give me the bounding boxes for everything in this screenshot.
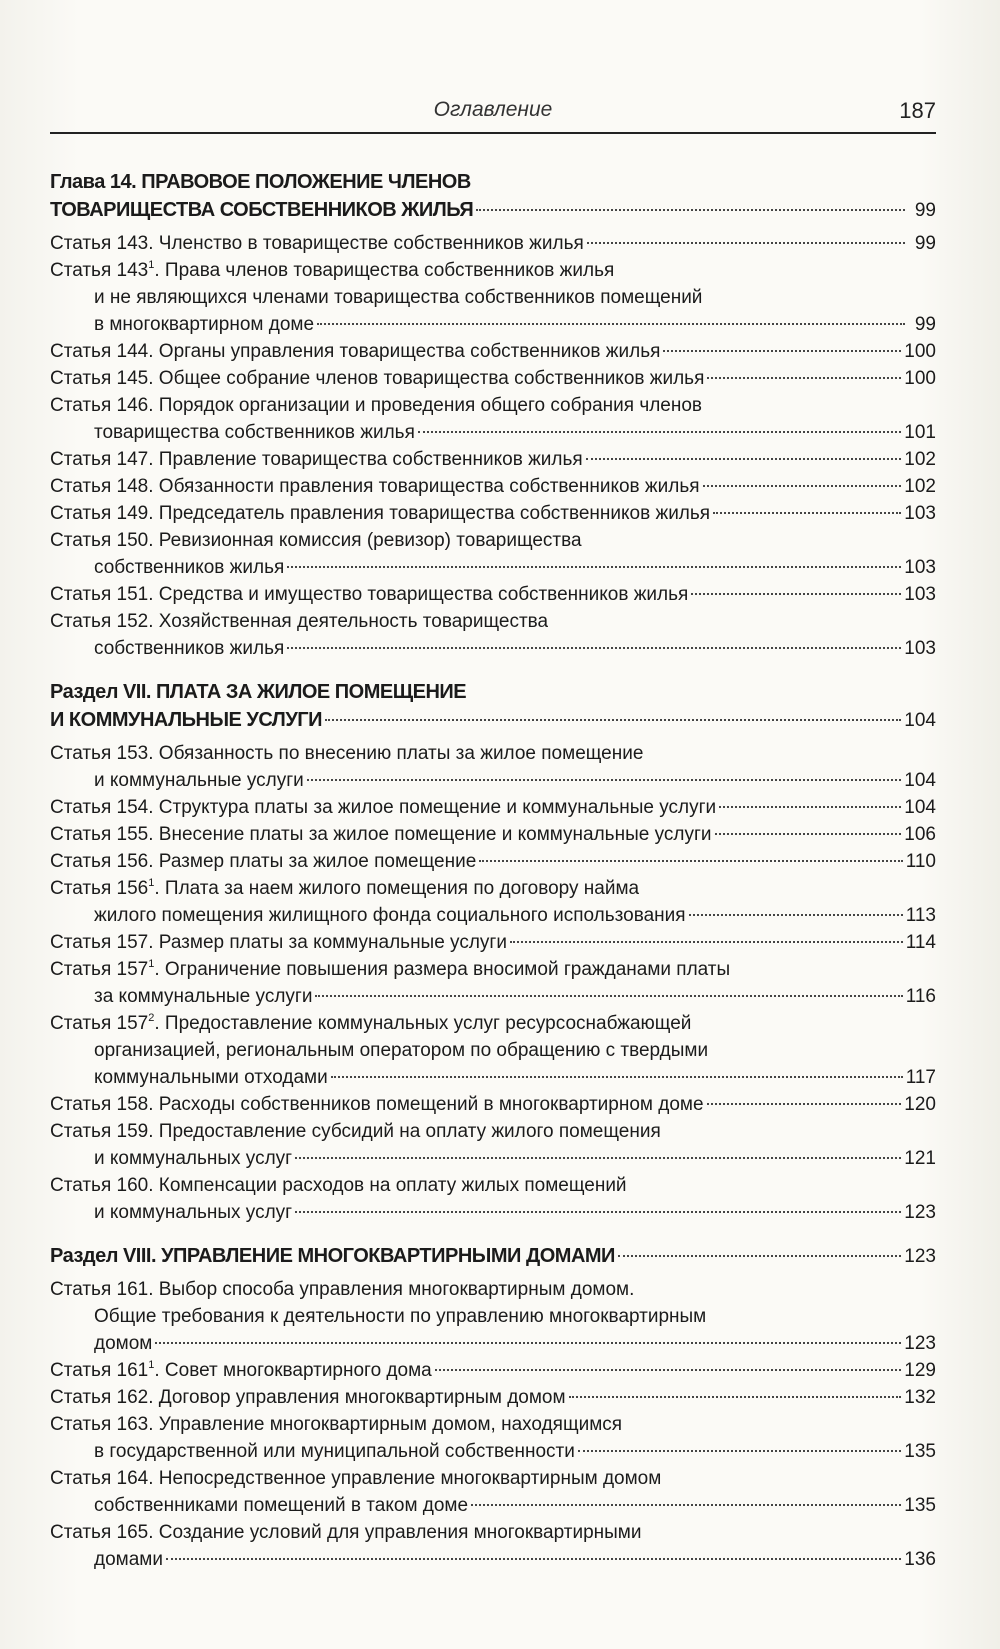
toc-line bbox=[50, 875, 936, 902]
toc-entry bbox=[50, 446, 936, 473]
toc-line bbox=[50, 1492, 936, 1519]
toc-text: Статья 146. Порядок организации и проведения общего собрания членов bbox=[50, 395, 703, 416]
toc-text: Статья 152. Хозяйственная деятельность товарищества bbox=[50, 611, 549, 632]
toc-line bbox=[50, 1118, 936, 1145]
toc-page-number: 99 bbox=[914, 200, 936, 221]
running-title: Оглавление bbox=[433, 98, 553, 121]
toc-page-number: 100 bbox=[904, 368, 936, 389]
table-of-contents bbox=[50, 152, 936, 1573]
toc-page-number: 99 bbox=[914, 233, 936, 254]
toc-line bbox=[50, 902, 936, 929]
article-title: . Предоставление коммунальных услуг ресурсоснабжающей bbox=[154, 1013, 692, 1034]
article-title: . Плата за наем жилого помещения по договору найма bbox=[154, 878, 640, 899]
toc-text: Статья 145. Общее собрание членов товарищества собственников жилья bbox=[50, 368, 705, 389]
toc-entry bbox=[50, 365, 936, 392]
article-number: Статья 161 bbox=[50, 1360, 149, 1381]
toc-line bbox=[50, 168, 936, 196]
toc-text: и не являющихся членами товарищества собственников помещений bbox=[94, 287, 703, 308]
article-superscript: 2 bbox=[148, 1012, 155, 1024]
toc-line bbox=[50, 1438, 936, 1465]
toc-line bbox=[50, 929, 936, 956]
toc-page-number: 123 bbox=[904, 1246, 936, 1267]
toc-line bbox=[50, 1357, 936, 1384]
toc-page-number: 101 bbox=[904, 422, 936, 443]
toc-entry bbox=[50, 500, 936, 527]
toc-text: Статья 153. Обязанность по внесению платы за жилое помещение bbox=[50, 743, 644, 764]
toc-line bbox=[50, 608, 936, 635]
toc-page-number: 110 bbox=[905, 851, 936, 872]
toc-text: домом bbox=[94, 1333, 153, 1354]
toc-text: Статья 164. Непосредственное управление многоквартирным домом bbox=[50, 1468, 662, 1489]
toc-text bbox=[50, 875, 639, 902]
dot-leader bbox=[569, 1395, 902, 1398]
toc-page-number: 120 bbox=[904, 1094, 936, 1115]
toc-text: Статья 144. Органы управления товарищества собственников жилья bbox=[50, 341, 661, 362]
page-number: 187 bbox=[899, 98, 936, 123]
dot-leader bbox=[317, 322, 905, 325]
article-title: . Ограничение повышения размера вносимой гражданами платы bbox=[154, 959, 731, 980]
article-superscript: 1 bbox=[148, 259, 155, 271]
toc-entry bbox=[50, 740, 936, 794]
dot-leader bbox=[587, 241, 905, 244]
toc-text: Статья 143. Членство в товариществе собственников жилья bbox=[50, 233, 584, 254]
toc-page-number: 129 bbox=[904, 1360, 936, 1381]
toc-entry bbox=[50, 257, 936, 338]
article-number: Статья 156 bbox=[50, 878, 149, 899]
toc-line bbox=[50, 500, 936, 527]
running-header bbox=[50, 96, 936, 134]
dot-leader bbox=[287, 565, 901, 568]
article-superscript: 1 bbox=[148, 877, 155, 889]
dot-leader bbox=[155, 1341, 901, 1344]
toc-line bbox=[50, 706, 936, 734]
article-number: Статья 157 bbox=[50, 959, 149, 980]
toc-line bbox=[50, 678, 936, 706]
toc-page-number: 132 bbox=[904, 1387, 936, 1408]
toc-page-number: 103 bbox=[904, 638, 936, 659]
toc-page-number: 136 bbox=[904, 1549, 936, 1570]
toc-text: за коммунальные услуги bbox=[94, 986, 313, 1007]
dot-leader bbox=[287, 646, 901, 649]
toc-text: Статья 158. Расходы собственников помещений в многоквартирном доме bbox=[50, 1094, 704, 1115]
toc-text: товарищества собственников жилья bbox=[94, 422, 415, 443]
article-superscript: 1 bbox=[148, 958, 155, 970]
dot-leader bbox=[707, 376, 901, 379]
toc-entry bbox=[50, 338, 936, 365]
toc-text: Статья 156. Размер платы за жилое помещение bbox=[50, 851, 477, 872]
toc-entry bbox=[50, 1010, 936, 1091]
dot-leader bbox=[295, 1210, 901, 1213]
toc-page-number: 104 bbox=[904, 770, 936, 791]
article-title: . Совет многоквартирного дома bbox=[154, 1360, 432, 1381]
toc-entry bbox=[50, 1172, 936, 1226]
dot-leader bbox=[166, 1557, 901, 1560]
dot-leader bbox=[713, 511, 901, 514]
dot-leader bbox=[418, 430, 901, 433]
toc-entry bbox=[50, 230, 936, 257]
toc-page-number: 135 bbox=[904, 1441, 936, 1462]
toc-page-number: 135 bbox=[904, 1495, 936, 1516]
toc-page-number: 103 bbox=[904, 557, 936, 578]
toc-section bbox=[50, 678, 936, 734]
toc-line bbox=[50, 1091, 936, 1118]
toc-page-number: 116 bbox=[905, 986, 936, 1007]
toc-page-number: 113 bbox=[905, 905, 936, 926]
toc-page-number: 104 bbox=[904, 797, 936, 818]
toc-text: и коммунальные услуги bbox=[94, 770, 304, 791]
toc-line bbox=[50, 848, 936, 875]
toc-line bbox=[50, 527, 936, 554]
toc-line bbox=[50, 284, 936, 311]
toc-line bbox=[50, 956, 936, 983]
toc-page-number: 99 bbox=[914, 314, 936, 335]
toc-text: домами bbox=[94, 1549, 163, 1570]
dot-leader bbox=[689, 913, 903, 916]
toc-entry bbox=[50, 848, 936, 875]
toc-page-number: 123 bbox=[904, 1333, 936, 1354]
toc-text: Статья 154. Структура платы за жилое помещение и коммунальные услуги bbox=[50, 797, 717, 818]
toc-line bbox=[50, 581, 936, 608]
toc-text: Статья 160. Компенсации расходов на оплату жилых помещений bbox=[50, 1175, 627, 1196]
toc-entry bbox=[50, 1465, 936, 1519]
toc-entry bbox=[50, 473, 936, 500]
toc-text bbox=[50, 956, 730, 983]
toc-page-number: 117 bbox=[905, 1067, 936, 1088]
toc-line bbox=[50, 1276, 936, 1303]
toc-line bbox=[50, 338, 936, 365]
toc-entry bbox=[50, 1357, 936, 1384]
toc-entry bbox=[50, 1118, 936, 1172]
dot-leader bbox=[295, 1156, 901, 1159]
toc-line bbox=[50, 1242, 936, 1270]
toc-text: Раздел VII. ПЛАТА ЗА ЖИЛОЕ ПОМЕЩЕНИЕ bbox=[50, 681, 467, 703]
dot-leader bbox=[325, 718, 901, 721]
toc-section bbox=[50, 1242, 936, 1270]
toc-text: Общие требования к деятельности по управлению многоквартирным bbox=[94, 1306, 707, 1327]
toc-text: Статья 165. Создание условий для управления многоквартирными bbox=[50, 1522, 642, 1543]
toc-line bbox=[50, 1145, 936, 1172]
toc-text: и коммунальных услуг bbox=[94, 1148, 293, 1169]
toc-text: Раздел VIII. УПРАВЛЕНИЕ МНОГОКВАРТИРНЫМИ ДОМАМИ bbox=[50, 1245, 615, 1267]
toc-line bbox=[50, 311, 936, 338]
toc-entry bbox=[50, 875, 936, 929]
toc-line bbox=[50, 1384, 936, 1411]
toc-line bbox=[50, 230, 936, 257]
dot-leader bbox=[510, 940, 903, 943]
toc-entry bbox=[50, 581, 936, 608]
toc-line bbox=[50, 392, 936, 419]
dot-leader bbox=[663, 349, 901, 352]
toc-line bbox=[50, 196, 936, 224]
toc-line bbox=[50, 1465, 936, 1492]
toc-line bbox=[50, 1303, 936, 1330]
toc-entry bbox=[50, 608, 936, 662]
dot-leader bbox=[435, 1368, 902, 1371]
toc-text bbox=[50, 1357, 432, 1384]
toc-text: жилого помещения жилищного фонда социального использования bbox=[94, 905, 686, 926]
toc-text: коммунальными отходами bbox=[94, 1067, 328, 1088]
toc-text: И КОММУНАЛЬНЫЕ УСЛУГИ bbox=[50, 709, 322, 731]
toc-text: и коммунальных услуг bbox=[94, 1202, 293, 1223]
toc-line bbox=[50, 767, 936, 794]
article-superscript: 1 bbox=[148, 1359, 155, 1371]
toc-text: Статья 162. Договор управления многоквартирным домом bbox=[50, 1387, 566, 1408]
dot-leader bbox=[586, 457, 902, 460]
dot-leader bbox=[479, 859, 902, 862]
toc-section bbox=[50, 168, 936, 224]
toc-entry bbox=[50, 1091, 936, 1118]
toc-page-number: 121 bbox=[904, 1148, 936, 1169]
dot-leader bbox=[307, 778, 902, 781]
toc-entry bbox=[50, 794, 936, 821]
toc-text: в государственной или муниципальной собственности bbox=[94, 1441, 575, 1462]
toc-line bbox=[50, 635, 936, 662]
toc-text: Статья 149. Председатель правления товарищества собственников жилья bbox=[50, 503, 711, 524]
toc-line bbox=[50, 419, 936, 446]
dot-leader bbox=[703, 484, 902, 487]
toc-line bbox=[50, 257, 936, 284]
toc-text bbox=[50, 1010, 691, 1037]
toc-line bbox=[50, 794, 936, 821]
toc-line bbox=[50, 446, 936, 473]
toc-text: Статья 163. Управление многоквартирным домом, находящимся bbox=[50, 1414, 623, 1435]
article-number: Статья 143 bbox=[50, 260, 149, 281]
toc-page-number: 123 bbox=[904, 1202, 936, 1223]
toc-page-number: 114 bbox=[905, 932, 936, 953]
toc-text: Статья 159. Предоставление субсидий на оплату жилого помещения bbox=[50, 1121, 661, 1142]
toc-page-number: 104 bbox=[904, 710, 936, 731]
toc-entry bbox=[50, 392, 936, 446]
toc-entry bbox=[50, 929, 936, 956]
toc-line bbox=[50, 473, 936, 500]
toc-line bbox=[50, 1037, 936, 1064]
toc-line bbox=[50, 821, 936, 848]
dot-leader bbox=[618, 1254, 901, 1257]
toc-text: Статья 161. Выбор способа управления многоквартирным домом. bbox=[50, 1279, 635, 1300]
toc-page-number: 100 bbox=[904, 341, 936, 362]
toc-line bbox=[50, 1064, 936, 1091]
dot-leader bbox=[471, 1503, 901, 1506]
toc-line bbox=[50, 1519, 936, 1546]
toc-entry bbox=[50, 1411, 936, 1465]
toc-page-number: 102 bbox=[904, 449, 936, 470]
toc-line bbox=[50, 1546, 936, 1573]
toc-page-number: 106 bbox=[904, 824, 936, 845]
toc-text: ТОВАРИЩЕСТВА СОБСТВЕННИКОВ ЖИЛЬЯ bbox=[50, 199, 474, 221]
toc-entry bbox=[50, 1276, 936, 1357]
toc-text: Статья 148. Обязанности правления товарищества собственников жилья bbox=[50, 476, 700, 497]
toc-line bbox=[50, 1199, 936, 1226]
toc-text: Статья 155. Внесение платы за жилое помещение и коммунальные услуги bbox=[50, 824, 712, 845]
toc-line bbox=[50, 740, 936, 767]
toc-text: в многоквартирном доме bbox=[94, 314, 315, 335]
toc-entry bbox=[50, 821, 936, 848]
toc-text: Статья 151. Средства и имущество товарищества собственников жилья bbox=[50, 584, 689, 605]
toc-page-number: 103 bbox=[904, 503, 936, 524]
toc-text: собственниками помещений в таком доме bbox=[94, 1495, 469, 1516]
toc-entry bbox=[50, 1384, 936, 1411]
toc-text bbox=[50, 257, 614, 284]
toc-page-number: 103 bbox=[904, 584, 936, 605]
dot-leader bbox=[331, 1075, 903, 1078]
dot-leader bbox=[707, 1102, 902, 1105]
toc-text: Статья 147. Правление товарищества собственников жилья bbox=[50, 449, 583, 470]
toc-text: Глава 14. ПРАВОВОЕ ПОЛОЖЕНИЕ ЧЛЕНОВ bbox=[50, 171, 471, 193]
toc-text: Статья 150. Ревизионная комиссия (ревизор) товарищества bbox=[50, 530, 582, 551]
toc-line bbox=[50, 983, 936, 1010]
toc-entry bbox=[50, 1519, 936, 1573]
toc-line bbox=[50, 1330, 936, 1357]
toc-line bbox=[50, 1172, 936, 1199]
toc-text: организацией, региональным оператором по обращению с твердыми bbox=[94, 1040, 709, 1061]
dot-leader bbox=[691, 592, 901, 595]
toc-text: собственников жилья bbox=[94, 557, 285, 578]
dot-leader bbox=[578, 1449, 901, 1452]
dot-leader bbox=[476, 208, 905, 211]
article-number: Статья 157 bbox=[50, 1013, 149, 1034]
toc-entry bbox=[50, 527, 936, 581]
toc-line bbox=[50, 365, 936, 392]
toc-line bbox=[50, 554, 936, 581]
toc-line bbox=[50, 1411, 936, 1438]
article-title: . Права членов товарищества собственников жилья bbox=[154, 260, 615, 281]
dot-leader bbox=[719, 805, 901, 808]
toc-line bbox=[50, 1010, 936, 1037]
toc-text: собственников жилья bbox=[94, 638, 285, 659]
toc-entry bbox=[50, 956, 936, 1010]
dot-leader bbox=[315, 994, 902, 997]
toc-page-number: 102 bbox=[904, 476, 936, 497]
toc-text: Статья 157. Размер платы за коммунальные услуги bbox=[50, 932, 507, 953]
dot-leader bbox=[715, 832, 902, 835]
